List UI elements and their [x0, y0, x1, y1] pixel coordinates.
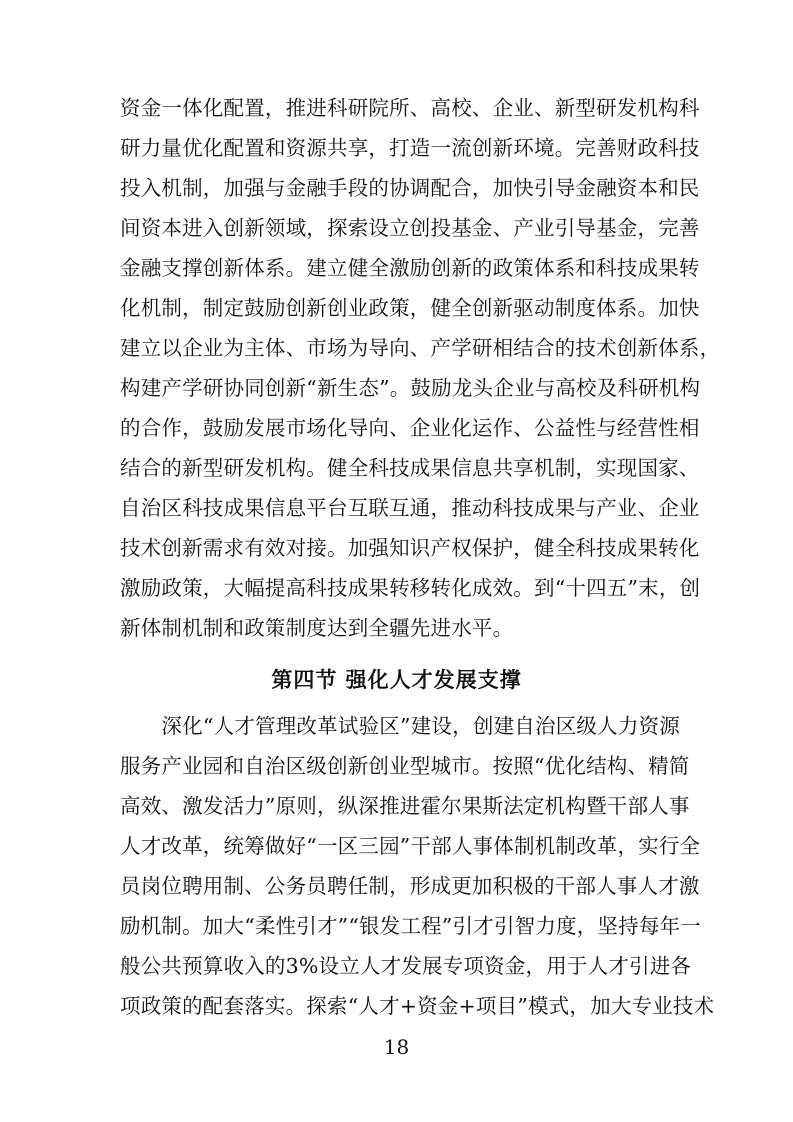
text-line: 新体制机制和政策制度达到全疆先进水平。 — [120, 616, 514, 640]
text-line: 项政策的配套落实。探索“人才+资金+项目”模式，加大专业技术 — [120, 994, 715, 1018]
paragraph-innovation — [120, 88, 721, 648]
text-line: 构建产学研协同创新“新生态”。鼓励龙头企业与高校及科研机构 — [120, 376, 701, 400]
text-line: 建立以企业为主体、市场为导向、产学研相结合的技术创新体系， — [120, 336, 721, 360]
text-line: 服务产业园和自治区级创新创业型城市。按照“优化结构、精简 — [120, 754, 690, 778]
page-number: 18 — [383, 1035, 410, 1059]
text-line: 深化“人才管理改革试验区”建设，创建自治区级人力资源 — [120, 714, 680, 738]
text-line: 资金一体化配置，推进科研院所、高校、企业、新型研发机构科 — [120, 96, 700, 120]
text-line: 高效、激发活力”原则，纵深推进霍尔果斯法定机构暨干部人事 — [120, 794, 690, 818]
section-heading: 第四节 强化人才发展支撑 — [271, 667, 522, 692]
paragraph-talent — [120, 706, 715, 1026]
text-line: 金融支撑创新体系。建立健全激励创新的政策体系和科技成果转 — [120, 256, 700, 280]
text-line: 结合的新型研发机构。健全科技成果信息共享机制，实现国家、 — [120, 456, 700, 480]
text-line: 间资本进入创新领域，探索设立创投基金、产业引导基金，完善 — [120, 216, 700, 240]
text-line: 激励政策，大幅提高科技成果转移转化成效。到“十四五”末，创 — [120, 576, 701, 600]
text-line: 励机制。加大“柔性引才”“银发工程”引才引智力度，坚持每年一 — [120, 914, 701, 938]
text-line: 化机制，制定鼓励创新创业政策，健全创新驱动制度体系。加快 — [120, 296, 700, 320]
text-line: 研力量优化配置和资源共享，打造一流创新环境。完善财政科技 — [120, 136, 700, 160]
text-line: 技术创新需求有效对接。加强知识产权保护，健全科技成果转化 — [120, 536, 700, 560]
text-line: 人才改革，统筹做好“一区三园”干部人事体制机制改革，实行全 — [120, 834, 701, 858]
text-line: 投入机制，加强与金融手段的协调配合，加快引导金融资本和民 — [120, 176, 700, 200]
text-line: 自治区科技成果信息平台互联互通，推动科技成果与产业、企业 — [120, 496, 700, 520]
text-line: 的合作，鼓励发展市场化导向、企业化运作、公益性与经营性相 — [120, 416, 700, 440]
text-line: 员岗位聘用制、公务员聘任制，形成更加积极的干部人事人才激 — [120, 874, 700, 898]
text-line: 般公共预算收入的3%设立人才发展专项资金，用于人才引进各 — [120, 954, 692, 978]
